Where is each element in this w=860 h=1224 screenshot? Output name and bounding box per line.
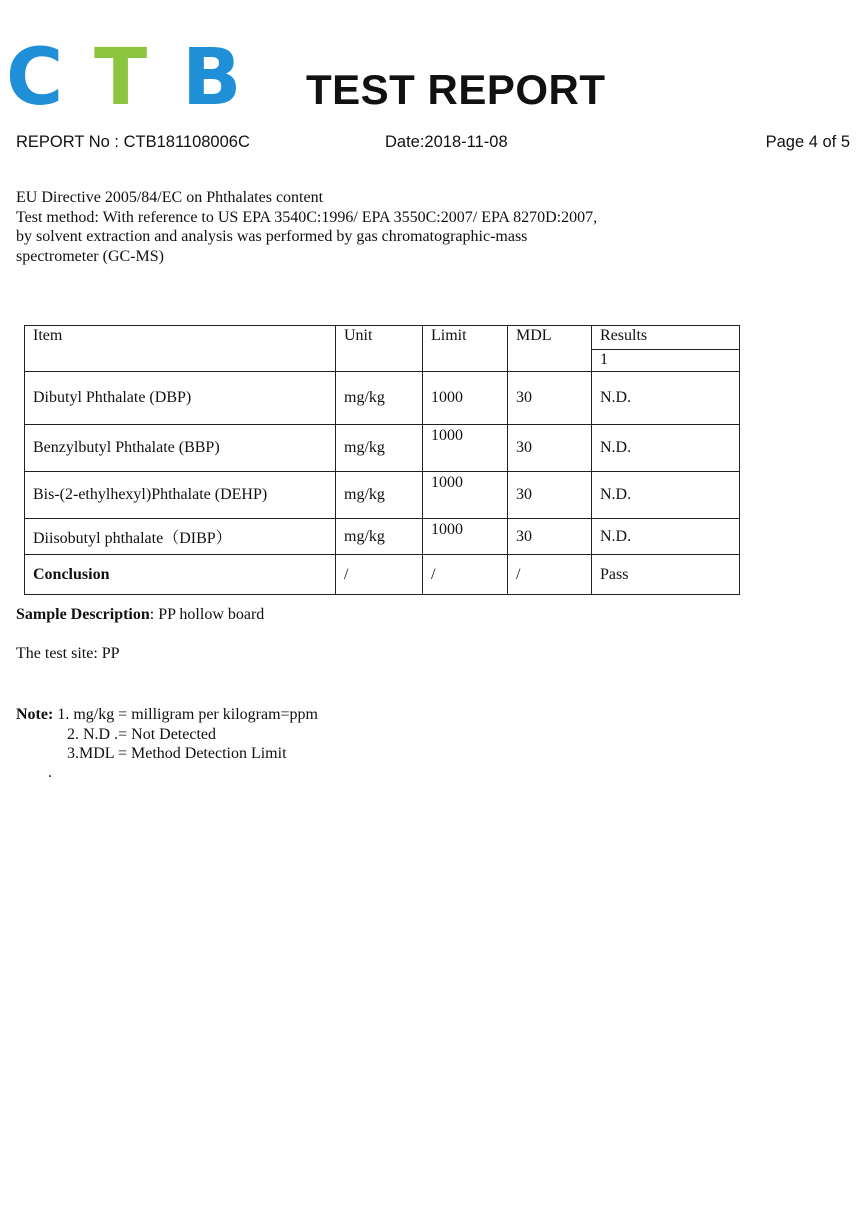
- table-row: [25, 519, 740, 555]
- sample-description: [16, 606, 264, 624]
- cell-unit: mg/kg: [336, 472, 423, 519]
- cell-result: N.D.: [592, 519, 740, 555]
- conclusion-limit: /: [423, 555, 508, 595]
- header-mdl: MDL: [508, 326, 592, 372]
- cell-result: N.D.: [592, 372, 740, 425]
- test-method-intro: [16, 188, 716, 266]
- results-table: [24, 325, 740, 595]
- method-line-3: spectrometer (GC-MS): [16, 247, 164, 265]
- cell-result: N.D.: [592, 425, 740, 472]
- test-site: The test site: PP: [16, 645, 120, 662]
- cell-limit: 1000: [423, 519, 508, 555]
- cell-limit: 1000: [423, 372, 508, 425]
- cell-item: Bis-(2-ethylhexyl)Phthalate (DEHP): [25, 472, 336, 519]
- cell-mdl: 30: [508, 519, 592, 555]
- conclusion-mdl: /: [508, 555, 592, 595]
- header-results: Results: [592, 326, 740, 350]
- cell-unit: mg/kg: [336, 425, 423, 472]
- note-line-3: 3.MDL = Method Detection Limit: [67, 745, 287, 763]
- cell-limit: 1000: [423, 472, 508, 519]
- cell-item: Diisobutyl phthalate（DIBP）: [25, 519, 336, 555]
- logo-letter-t: T: [94, 44, 148, 110]
- cell-mdl: 30: [508, 425, 592, 472]
- header-unit: Unit: [336, 326, 423, 372]
- table-row: [25, 472, 740, 519]
- table-row: [25, 372, 740, 425]
- cell-mdl: 30: [508, 472, 592, 519]
- note-line-1: 1. mg/kg = milligram per kilogram=ppm: [53, 706, 318, 723]
- note-label: Note:: [16, 706, 54, 723]
- conclusion-row: [25, 555, 740, 595]
- header-item: Item: [25, 326, 336, 372]
- table-header-row: [25, 326, 740, 350]
- report-title: TEST REPORT: [306, 66, 606, 113]
- cell-result: N.D.: [592, 472, 740, 519]
- report-date: Date:2018-11-08: [385, 133, 508, 151]
- trailing-dot: .: [48, 764, 52, 781]
- report-number: REPORT No : CTB181108006C: [16, 133, 250, 151]
- cell-unit: mg/kg: [336, 372, 423, 425]
- cell-unit: mg/kg: [336, 519, 423, 555]
- directive-line: EU Directive 2005/84/EC on Phthalates content: [16, 189, 324, 206]
- cell-limit: 1000: [423, 425, 508, 472]
- conclusion-result: Pass: [592, 555, 740, 595]
- header-results-sample-no: 1: [592, 350, 740, 372]
- sample-description-label: Sample Description: [16, 606, 150, 623]
- notes: [16, 705, 318, 764]
- page-number: Page 4 of 5: [765, 133, 850, 151]
- method-line-1: Test method: With reference to US EPA 3540C:1996/ EPA 3550C:2007/ EPA 8270D:2007,: [16, 208, 598, 226]
- cell-item: Benzylbutyl Phthalate (BBP): [25, 425, 336, 472]
- conclusion-unit: /: [336, 555, 423, 595]
- header-limit: Limit: [423, 326, 508, 372]
- sample-description-value: : PP hollow board: [149, 606, 265, 623]
- note-line-2: 2. N.D .= Not Detected: [67, 725, 216, 743]
- logo-letter-c: C: [6, 44, 64, 110]
- conclusion-label: Conclusion: [25, 555, 336, 595]
- ctb-logo: [6, 44, 254, 110]
- logo-letter-b: B: [182, 44, 242, 110]
- method-line-2: by solvent extraction and analysis was performed by gas chromatographic-mass: [16, 228, 528, 246]
- cell-item: Dibutyl Phthalate (DBP): [25, 372, 336, 425]
- cell-mdl: 30: [508, 372, 592, 425]
- table-row: [25, 425, 740, 472]
